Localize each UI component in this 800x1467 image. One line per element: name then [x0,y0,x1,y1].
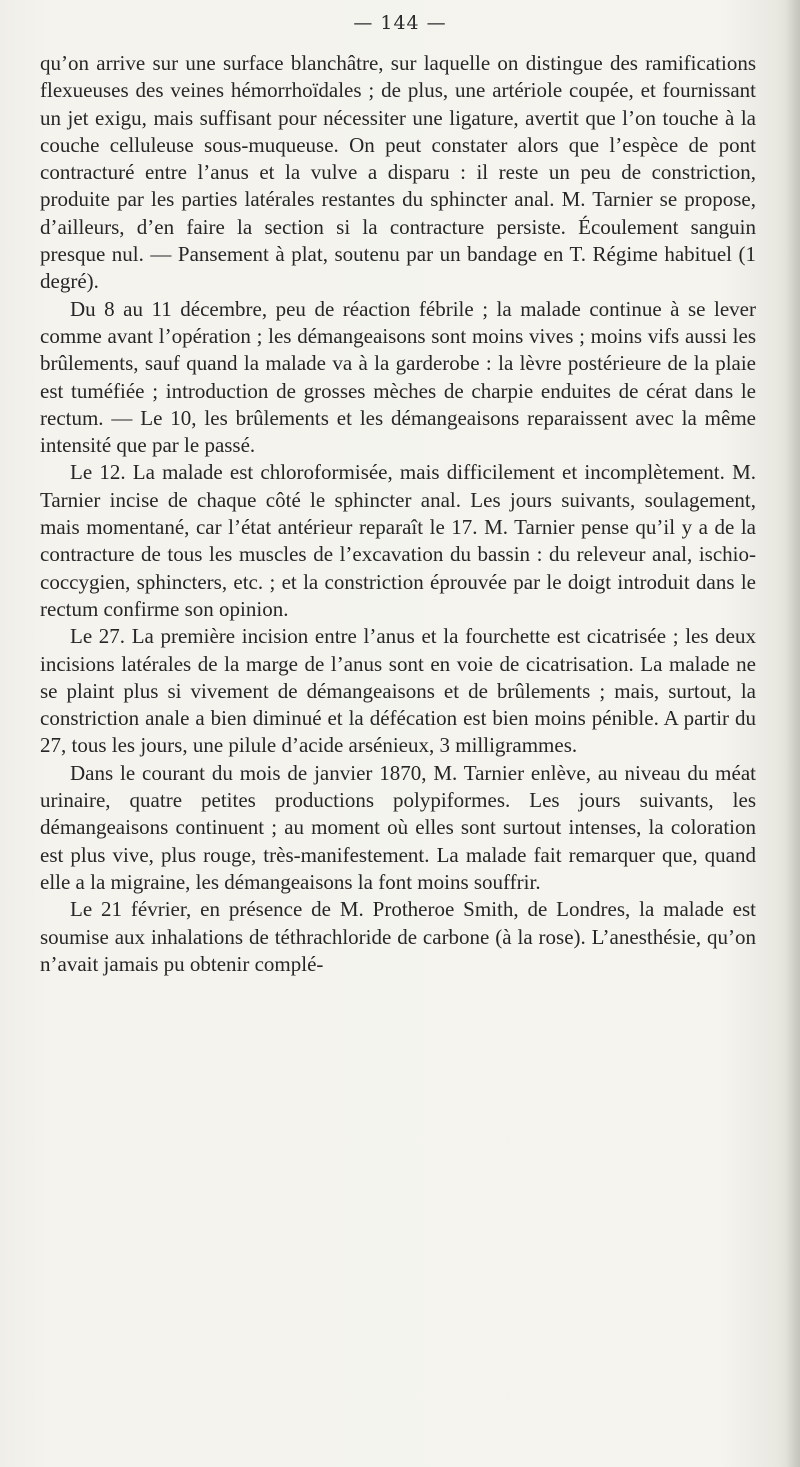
paragraph-1: qu’on arrive sur une surface blanchâtre, sur laquelle on distingue des ramifications flexueuses des veines hémorrhoïdales ; de plus, une artériole coupée, et fournissant un jet exigu, mais suffisant pour nécessiter une ligature, avertit que l’on touche à la couche celluleuse sous-muqueuse. On peut constater alors que l’espèce de pont contracturé entre l’anus et la vulve a disparu : il reste un peu de constriction, produite par les parties latérales restantes du sphincter anal. M. Tarnier se propose, d’ailleurs, d’en faire la section si la contracture persiste. Écoulement sanguin presque nul. — Pansement à plat, soutenu par un bandage en T. Régime habituel (1 degré). [40,51,756,294]
paragraph-6: Le 21 février, en présence de M. Protheroe Smith, de Londres, la malade est soumise aux inhalations de téthrachloride de carbone (à la rose). L’anesthésie, qu’on n’avait jamais pu obtenir complé- [40,897,756,976]
paragraph-4: Le 27. La première incision entre l’anus et la fourchette est cicatrisée ; les deux incisions latérales de la marge de l’anus sont en voie de cicatrisation. La malade ne se plaint plus si vivement de démangeaisons et de brûlements ; mais, surtout, la constriction anale a bien diminué et la défécation est bien moins pénible. A partir du 27, tous les jours, une pilule d’acide arsénieux, 3 milligrammes. [40,624,756,758]
paragraph-2: Du 8 au 11 décembre, peu de réaction fébrile ; la malade continue à se lever comme avant l’opération ; les démangeaisons sont moins vives ; moins vifs aussi les brûlements, sauf quand la malade va à la garderobe : la lèvre postérieure de la plaie est tuméfiée ; introduction de grosses mèches de charpie enduites de cérat dans le rectum. — Le 10, les brûlements et les démangeaisons reparaissent avec la même intensité que par le passé. [40,296,756,458]
paragraph-5: Dans le courant du mois de janvier 1870, M. Tarnier enlève, au niveau du méat urinaire, quatre petites productions polypiformes. Les jours suivants, les démangeaisons continuent ; au moment où elles sont surtout intenses, la coloration est plus vive, plus rouge, très-manifestement. La malade fait remarquer que, quand elle a la migraine, les démangeaisons la font moins souffrir. [40,760,756,894]
paragraph-3: Le 12. La malade est chloroformisée, mais difficilement et incomplètement. M. Tarnier incise de chaque côté le sphincter anal. Les jours suivants, soulagement, mais momentané, car l’état antérieur reparaît le 17. M. Tarnier pense qu’il y a de la contracture de tous les muscles de l’excavation du bassin : du releveur anal, ischio-coccygien, sphincters, etc. ; et la constriction éprouvée par le doigt introduit dans le rectum confirme son opinion. [40,460,756,621]
page-number: — 144 — [353,12,447,34]
page-edge-shadow [786,0,800,1467]
body-text [40,50,756,978]
